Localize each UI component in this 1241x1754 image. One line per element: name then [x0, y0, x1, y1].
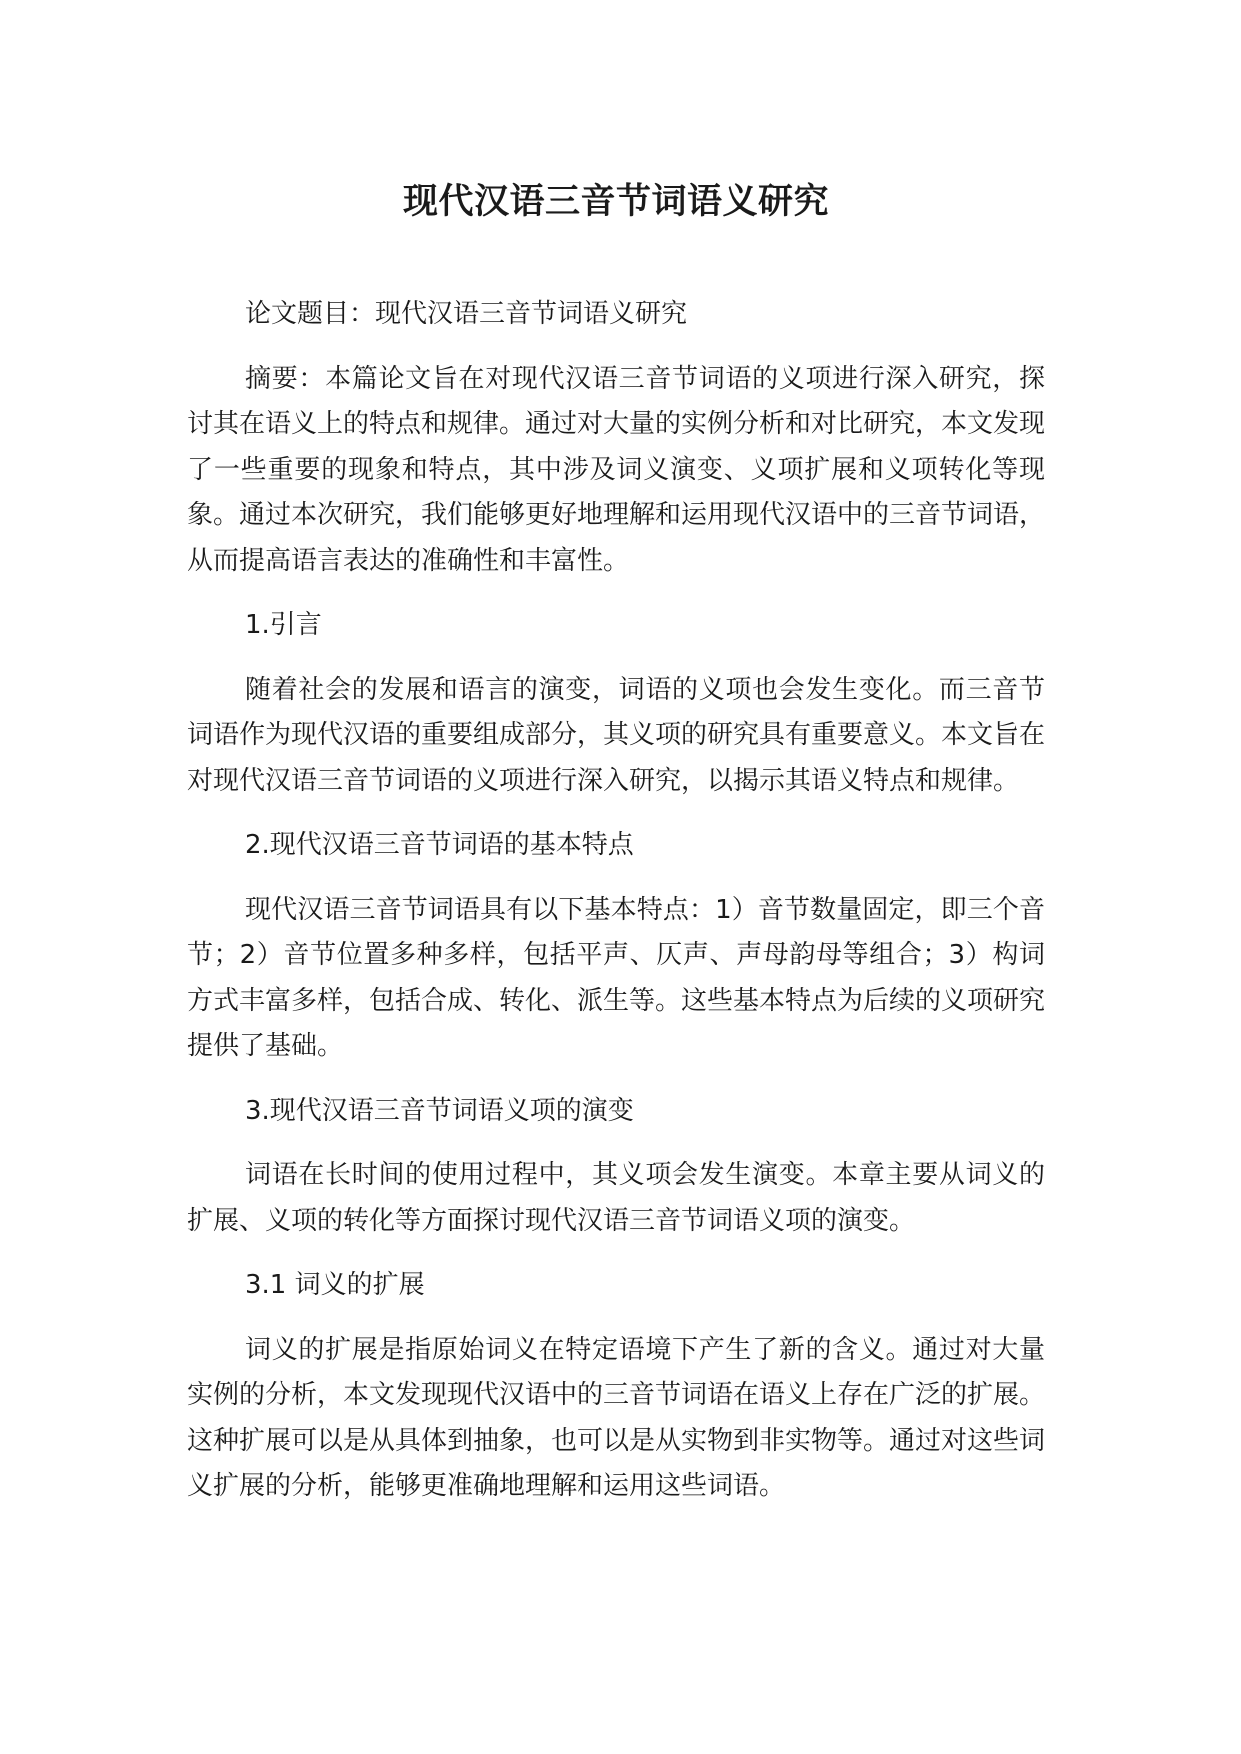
abstract-paragraph: 摘要：本篇论文旨在对现代汉语三音节词语的义项进行深入研究，探讨其在语义上的特点和规律。通过对大量的实例分析和对比研究，本文发现了一些重要的现象和特点，其中涉及词义演变、义项扩展和义项转化等现象。通过本次研究，我们能够更好地理解和运用现代汉语中的三音节词语，从而提高语言表达的准确性和丰富性。	[187, 363, 1046, 576]
section-heading-introduction: 1.引言	[245, 610, 322, 640]
document-body	[187, 292, 1045, 1529]
section-heading-basic-features: 2.现代汉语三音节词语的基本特点	[245, 830, 634, 860]
section-paragraph-meaning-extension: 词义的扩展是指原始词义在特定语境下产生了新的含义。通过对大量实例的分析，本文发现现代汉语中的三音节词语在语义上存在广泛的扩展。这种扩展可以是从具体到抽象，也可以是从实物到非实物等。通过对这些词义扩展的分析，能够更准确地理解和运用这些词语。	[187, 1334, 1046, 1501]
paper-title-line: 论文题目：现代汉语三音节词语义研究	[245, 299, 688, 329]
section-paragraph-basic-features: 现代汉语三音节词语具有以下基本特点：1）音节数量固定，即三个音节；2）音节位置多种多样，包括平声、仄声、声母韵母等组合；3）构词方式丰富多样，包括合成、转化、派生等。这些基本特点为后续的义项研究提供了基础。	[187, 894, 1046, 1061]
section-paragraph-evolution: 词语在长时间的使用过程中，其义项会发生演变。本章主要从词义的扩展、义项的转化等方面探讨现代汉语三音节词语义项的演变。	[187, 1160, 1045, 1236]
section-heading-evolution: 3.现代汉语三音节词语义项的演变	[245, 1095, 634, 1126]
section-paragraph-introduction: 随着社会的发展和语言的演变，词语的义项也会发生变化。而三音节词语作为现代汉语的重要组成部分，其义项的研究具有重要意义。本文旨在对现代汉语三音节词语的义项进行深入研究，以揭示其语义特点和规律。	[187, 674, 1046, 796]
section-heading-meaning-extension: 3.1 词义的扩展	[245, 1270, 425, 1300]
document-title: 现代汉语三音节词语义研究	[402, 182, 829, 222]
